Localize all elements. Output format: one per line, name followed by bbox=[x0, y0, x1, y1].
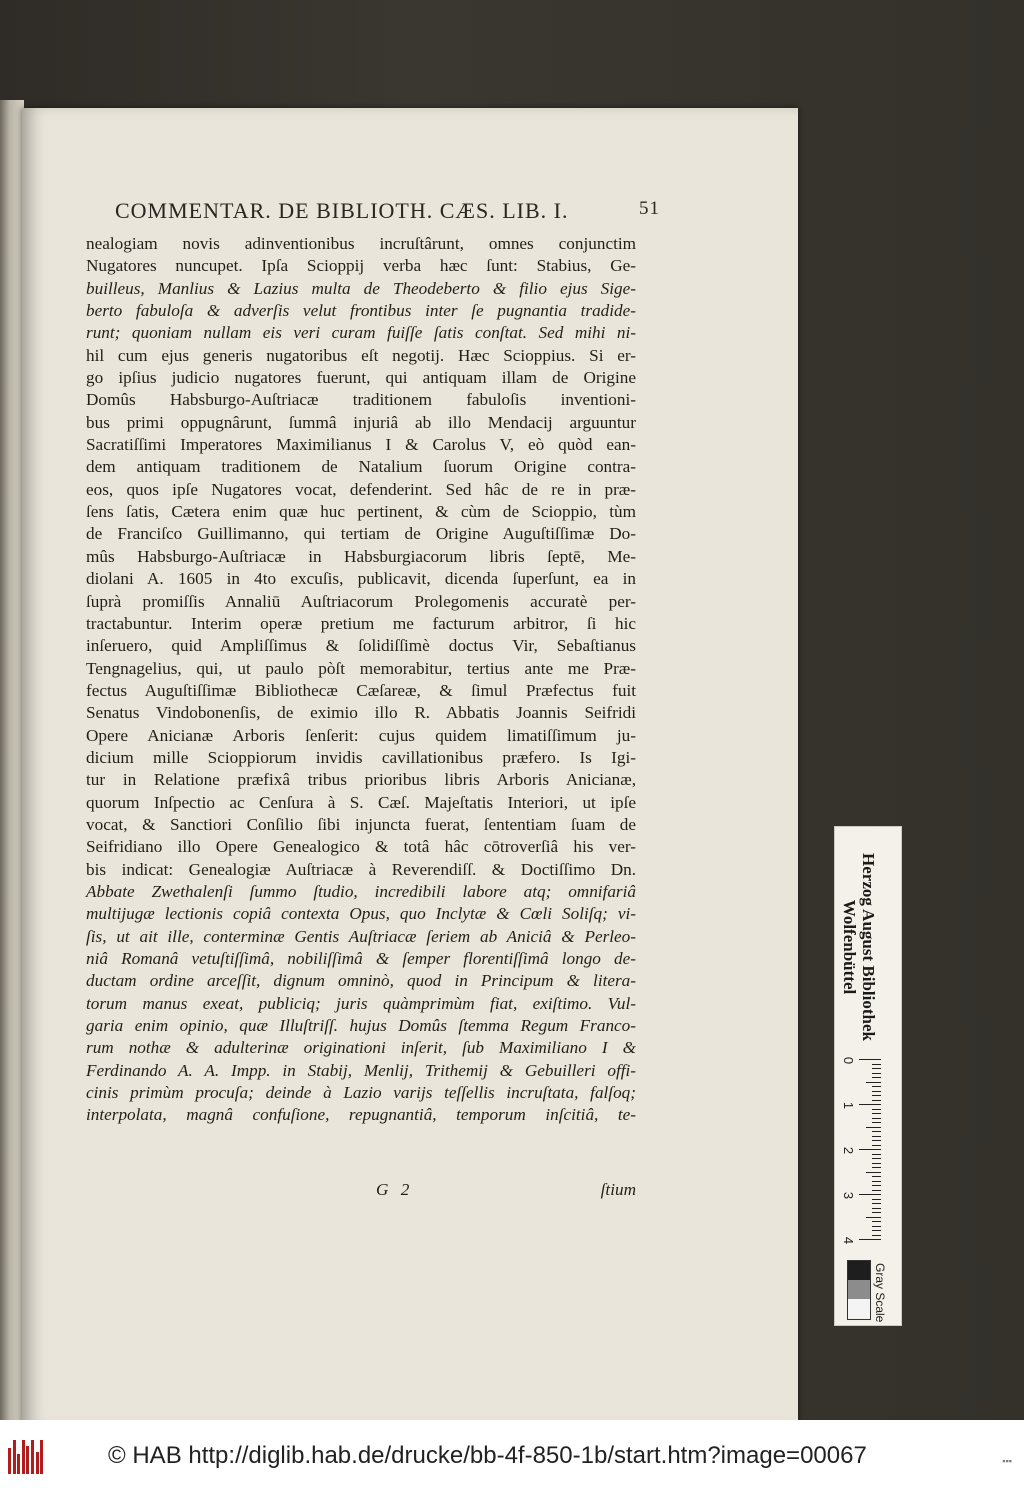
logo-bar bbox=[17, 1454, 20, 1474]
ruler-tick bbox=[872, 1100, 881, 1101]
ruler-tick bbox=[872, 1068, 881, 1069]
ruler-tick bbox=[872, 1064, 881, 1065]
text-line: runt; quoniam nullam eis veri curam fuiſſe ſatis conſtat. Sed mihi ni- bbox=[86, 323, 636, 343]
running-head bbox=[115, 198, 660, 228]
text-line: hil cum ejus generis nugatoribus eſt negotij. Hæc Scioppius. Si er- bbox=[86, 345, 636, 365]
library-name-line2: Wolfenbüttel bbox=[840, 899, 859, 995]
hab-logo-icon bbox=[8, 1440, 46, 1474]
ruler-tick bbox=[872, 1109, 881, 1110]
text-line: vocat, & Sanctiori Conſilio ſibi injuncta fuerat, ſententiam ſuam de bbox=[86, 814, 636, 834]
logo-bar bbox=[31, 1440, 34, 1474]
text-line: fectus Auguſtiſſimæ Bibliothecæ Cæſareæ, & ſimul Præfectus fuit bbox=[86, 680, 636, 700]
ruler-number: 4 bbox=[841, 1236, 857, 1245]
ruler-tick bbox=[872, 1122, 881, 1123]
ruler-number: 1 bbox=[841, 1101, 857, 1110]
text-line: tur in Relatione præfixâ tribus prioribus libris Arboris Anicianæ, bbox=[86, 770, 636, 790]
text-line: mûs Habsburgo-Auſtriacæ in Habsburgiacorum libris ſeptē, Me- bbox=[86, 546, 636, 566]
gray-scale-label: Gray Scale bbox=[873, 1263, 887, 1323]
ruler-tick bbox=[872, 1154, 881, 1155]
text-line: Opere Anicianæ Arboris ſenſerit: cujus quidem limatiſſimum ju- bbox=[86, 725, 636, 745]
ruler-tick bbox=[872, 1190, 881, 1191]
ruler-tick bbox=[872, 1086, 881, 1087]
text-line: builleus, Manlius & Lazius multa de Theodeberto & filio ejus Sige- bbox=[86, 278, 636, 298]
text-line: niâ Romanâ vetuſtiſſimâ, nobiliſſimâ & ſemper florentiſſimâ longo de- bbox=[86, 949, 636, 968]
ruler-tick bbox=[859, 1059, 881, 1060]
copyright-url[interactable]: © HAB http://diglib.hab.de/drucke/bb-4f-850-1b/start.htm?image=00067 bbox=[108, 1442, 867, 1469]
ruler-tick bbox=[872, 1095, 881, 1096]
text-line: Ferdinando A. A. Impp. in Stabij, Menlij, Trithemij & Gebuilleri offi- bbox=[86, 1060, 636, 1080]
ruler-tick bbox=[872, 1091, 881, 1092]
facing-page-edge bbox=[0, 100, 24, 1420]
signature-line bbox=[86, 1180, 636, 1204]
text-line: de Franciſco Guillimanno, qui tertiam de Origine Auguſtiſſimæ Do- bbox=[86, 524, 636, 544]
gray-patch bbox=[848, 1299, 870, 1318]
library-name-line1: Herzog August Bibliothek bbox=[859, 853, 878, 1041]
ruler-tick bbox=[872, 1136, 881, 1137]
logo-bar bbox=[40, 1440, 43, 1474]
ruler-tick bbox=[872, 1131, 881, 1132]
text-line: rum nothæ & adulterinæ originationi inſerit, ſub Maximiliano I & bbox=[86, 1038, 636, 1058]
ruler-tick bbox=[872, 1073, 881, 1074]
ruler-tick bbox=[872, 1167, 881, 1168]
text-line: quorum Inſpectio ac Cenſura à S. Cæſ. Majeſtatis Interiori, ut ipſe bbox=[86, 792, 636, 812]
text-line: diolani A. 1605 in 4to excuſis, publicavit, dicenda ſuperſunt, ea in bbox=[86, 569, 636, 589]
ruler-tick bbox=[872, 1077, 881, 1078]
text-line: ſens ſatis, Cætera enim quæ huc pertinent, & cùm de Scioppio, tùm bbox=[86, 502, 636, 522]
ruler-number: 2 bbox=[841, 1146, 857, 1155]
catchword: ſtium bbox=[600, 1180, 636, 1199]
text-line: ductam ordine arceſſit, dignum omninò, quod in Principum & litera- bbox=[86, 971, 636, 991]
ruler-tick bbox=[872, 1203, 881, 1204]
ruler-tick bbox=[866, 1217, 881, 1218]
text-line: torum manus exeat, publiciq; juris quàmprimùm fiat, exiſtimo. Vul- bbox=[86, 993, 636, 1013]
ruler-tick bbox=[872, 1185, 881, 1186]
logo-bar bbox=[13, 1440, 16, 1474]
text-line: dem antiquam traditionem de Natalium ſuorum Origine contra- bbox=[86, 457, 636, 477]
ruler-tick bbox=[872, 1113, 881, 1114]
text-line: Seifridiano illo Opere Genealogico & totâ hâc cōtroverſiâ his ver- bbox=[86, 837, 636, 857]
ruler-tick bbox=[866, 1127, 881, 1128]
ruler-tick bbox=[872, 1163, 881, 1164]
ruler-number: 3 bbox=[841, 1191, 857, 1200]
footer-dots-icon: ▪▪▪ bbox=[1002, 1456, 1012, 1466]
text-line: bis indicat: Genealogiæ Auſtriacæ à Reverendiſſ. & Doctiſſimo Dn. bbox=[86, 859, 636, 879]
text-line: bus primi oppugnârunt, ſummâ injuriâ ab illo Mendacij arguuntur bbox=[86, 412, 636, 432]
ruler-tick bbox=[872, 1176, 881, 1177]
footer-bar bbox=[0, 1420, 1024, 1488]
text-line: interpolata, magnâ confuſione, repugnantiâ, temporum inſcitiâ, te- bbox=[86, 1105, 636, 1125]
ruler-tick bbox=[859, 1149, 881, 1150]
ruler-tick bbox=[859, 1104, 881, 1105]
text-line: Senatus Vindobonenſis, de eximio illo R. Abbatis Joannis Seifridi bbox=[86, 703, 636, 723]
gray-scale-patches bbox=[847, 1260, 871, 1320]
ruler-tick bbox=[872, 1158, 881, 1159]
text-line: multijugæ lectionis copiâ contexta Opus, quo Inclytæ & Cœli Soliſq; vi- bbox=[86, 904, 636, 924]
logo-bar bbox=[36, 1452, 39, 1474]
ruler-tick bbox=[859, 1239, 881, 1240]
ruler-tick bbox=[872, 1212, 881, 1213]
text-line: berto fabuloſa & adverſis velut frontibus inter ſe pugnantia tradide- bbox=[86, 301, 636, 321]
ruler-tick bbox=[872, 1199, 881, 1200]
page-number: 51 bbox=[639, 198, 660, 219]
text-line: dicium mille Scioppiorum invidis cavillationibus præfero. Is Igi- bbox=[86, 747, 636, 767]
ruler-tick bbox=[872, 1140, 881, 1141]
body-text bbox=[86, 233, 636, 1127]
ruler-tick bbox=[866, 1082, 881, 1083]
text-line: garia enim opinio, quæ Illuſtriſſ. hujus Domûs ſtemma Regum Franco- bbox=[86, 1016, 636, 1036]
ruler-tick bbox=[872, 1145, 881, 1146]
text-line: Nugatores nuncupet. Ipſa Scioppij verba hæc ſunt: Stabius, Ge- bbox=[86, 256, 636, 276]
text-line: go ipſius judicio nugatores fuerunt, qui antiquam illam de Origine bbox=[86, 368, 636, 388]
ruler-tick bbox=[872, 1235, 881, 1236]
ruler-tick bbox=[872, 1208, 881, 1209]
logo-bar bbox=[8, 1448, 11, 1474]
gray-patch bbox=[848, 1261, 870, 1280]
ruler-tick bbox=[872, 1226, 881, 1227]
ruler bbox=[841, 1056, 881, 1245]
ruler-tick bbox=[859, 1194, 881, 1195]
text-line: Abbate Zwethalenſi ſummo ſtudio, incredibili labore atq; omnifariâ bbox=[86, 881, 636, 901]
text-line: Tengnagelius, qui, ut paulo pòſt memorabitur, tertius ante me Præ- bbox=[86, 658, 636, 678]
logo-bar bbox=[26, 1446, 29, 1474]
text-line: ſis, ut ait ille, conterminæ Gentis Auſtriacæ ſeriem ab Aniciâ & Perleo- bbox=[86, 926, 636, 946]
signature-mark: G 2 bbox=[376, 1180, 414, 1199]
text-line: Domûs Habsburgo-Auſtriacæ traditionem fabuloſis inventioni- bbox=[86, 390, 636, 410]
text-line: Sacratiſſimi Imperatores Maximilianus I & Carolus V, eò quòd ean- bbox=[86, 435, 636, 455]
ruler-tick bbox=[872, 1118, 881, 1119]
gray-patch bbox=[848, 1280, 870, 1299]
ruler-number: 0 bbox=[841, 1056, 857, 1065]
text-line: eos, quos ipſe Nugatores vocat, defenderint. Sed hâc de re in præ- bbox=[86, 479, 636, 499]
color-scale-card bbox=[834, 826, 902, 1326]
ruler-tick bbox=[866, 1172, 881, 1173]
logo-bar bbox=[22, 1440, 25, 1474]
ruler-tick bbox=[872, 1221, 881, 1222]
running-title: COMMENTAR. DE BIBLIOTH. CÆS. LIB. I. bbox=[115, 198, 569, 223]
text-line: cinis primùm procuſa; deinde à Lazio varijs teſſellis incruſtata, falſoq; bbox=[86, 1083, 636, 1103]
text-line: inſeruero, quid Ampliſſimus & ſolidiſſimè doctus Vir, Sebaſtianus bbox=[86, 636, 636, 656]
text-line: ſuprà promiſſis Annaliū Auſtriacorum Prolegomenis accuratè per- bbox=[86, 591, 636, 611]
ruler-tick bbox=[872, 1230, 881, 1231]
text-line: nealogiam novis adinventionibus incruſtârunt, omnes conjunctim bbox=[86, 234, 636, 253]
ruler-tick bbox=[872, 1181, 881, 1182]
text-line: tractabuntur. Interim operæ pretium me facturum arbitror, ſi hic bbox=[86, 613, 636, 633]
